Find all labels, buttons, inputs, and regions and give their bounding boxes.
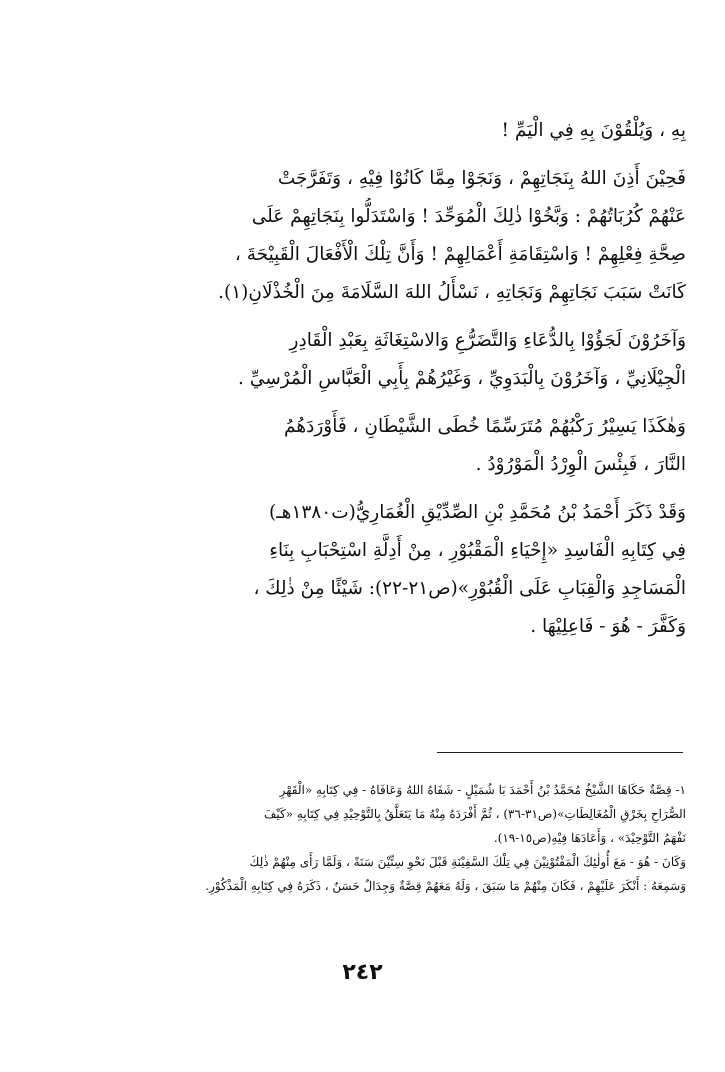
footnote-line: وَسَمِعَهُ : أَنْكَرَ عَلَيْهِمْ ، فَكَانَ مِنْهُمْ مَا سَبَقَ ، وَلَهُ مَعَهُمْ قِصَّةٌ وَجِدَالٌ حَسَنٌ ، ذَكَرَهُ فِي كِتَابِهِ الْمَذْكُوْرِ. [205, 879, 686, 893]
footnote-separator [437, 752, 683, 753]
body-line: كَانَتْ سَبَبَ نَجَاتِهِمْ وَنَجَاتِهِ ، نَسْأَلُ اللهَ السَّلَامَةَ مِنَ الْخُذْلَانِ(١). [218, 282, 686, 303]
body-line: الْجِيْلَانِيِّ ، وَآخَرُوْنَ بِالْبَدَوِيِّ ، وَغَيْرُهُمْ بِأَبِي الْعَبَّاسِ الْمُرْسِيِّ . [238, 368, 686, 389]
footnote-line: وَكَانَ - هُوَ - مَعَ أُولٰئِكَ الْمَفْتُوْنِيْنَ فِي تِلْكَ السَّفِيْنَةِ قَبْلَ نَحْوِ سِتِّيْنَ سَنَةً ، وَلَمَّا رَأَى مِنْهُمْ ذٰلِكَ [249, 855, 686, 869]
main-text [42, 112, 686, 646]
body-line: عَنْهُمْ كُرُبَاتُهُمْ : وَبَّخُوْا ذٰلِكَ الْمُوَحِّدَ ! وَاسْتَدَلُّوا بِنَجَاتِهِمْ عَلَى [251, 206, 686, 227]
body-line: وَهٰكَذَا يَسِيْرُ رَكْبُهُمْ مُتَرَسِّمًا خُطَى الشَّيْطَانِ ، فَأَوْرَدَهُمُ [284, 416, 686, 437]
body-line: وَكَفَّرَ - هُوَ - فَاعِلِيْهَا . [530, 616, 686, 637]
body-line: وَقَدْ ذَكَرَ أَحْمَدُ بْنُ مُحَمَّدِ بْنِ الصِّدِّيْقِ الْغُمَارِيُّ(ت١٣٨٠هـ) [269, 502, 686, 523]
body-line: فِي كِتَابِهِ الْفَاسِدِ «إِحْيَاءِ الْمَقْبُوْرِ ، مِنْ أَدِلَّةِ اسْتِحْبَابِ بِنَاءِ [269, 540, 686, 561]
body-line: النَّارَ ، فَبِئْسَ الْوِرْدُ الْمَوْرُوْدُ . [475, 454, 686, 475]
body-line: وَآخَرُوْنَ لَجَؤُوْا بِالدُّعَاءِ وَالتَّضَرُّعِ وَالاسْتِغَاثَةِ بِعَبْدِ الْقَادِرِ [289, 330, 686, 351]
footnotes [40, 778, 686, 898]
footnote-line: نَفْهَمُ التَّوْحِيْدَ» ، وَأَعَادَهَا فِيْهِ(ص١٥-١٩). [493, 831, 686, 845]
body-line: صِحَّةِ فِعْلِهِمْ ! وَاسْتِقَامَةِ أَعْمَالِهِمْ ! وَأَنَّ تِلْكَ الْأَفْعَالَ الْقَبِيْحَةَ ، [234, 244, 686, 265]
body-line: بِهِ ، وَيُلْقُوْنَ بِهِ فِي الْيَمِّ ! [501, 120, 686, 141]
footnote-line: ١- قِصَّةٌ حَكَاهَا الشَّيْخُ مُحَمَّدُ بْنُ أَحْمَدَ بَا شُمَيْلٍ - شَفَاهُ اللهُ وَعَافَاهُ - فِي كِتَابِهِ «الْقَهْرِ [279, 783, 686, 797]
page-number: ٢٤٢ [342, 960, 383, 985]
body-line: الْمَسَاجِدِ وَالْقِبَابِ عَلَى الْقُبُوْرِ»(ص٢١-٢٢): شَيْئًا مِنْ ذٰلِكَ ، [253, 578, 686, 599]
body-line: فَحِيْنَ أَذِنَ اللهُ بِنَجَاتِهِمْ ، وَنَجَوْا مِمَّا كَانُوْا فِيْهِ ، وَتَفَرَّجَتْ [277, 168, 686, 189]
footnote-line: الصُّرَاحِ بِخَرْقِ الْمُغَالِطَاتِ»(ص٣١-٣٦) ، ثُمَّ أَفْرَدَهُ مِنْهُ مَا يَتَعَلَّقُ بِالتَّوْحِيْدِ فِي كِتَابِهِ «كَيْفَ [263, 807, 686, 821]
